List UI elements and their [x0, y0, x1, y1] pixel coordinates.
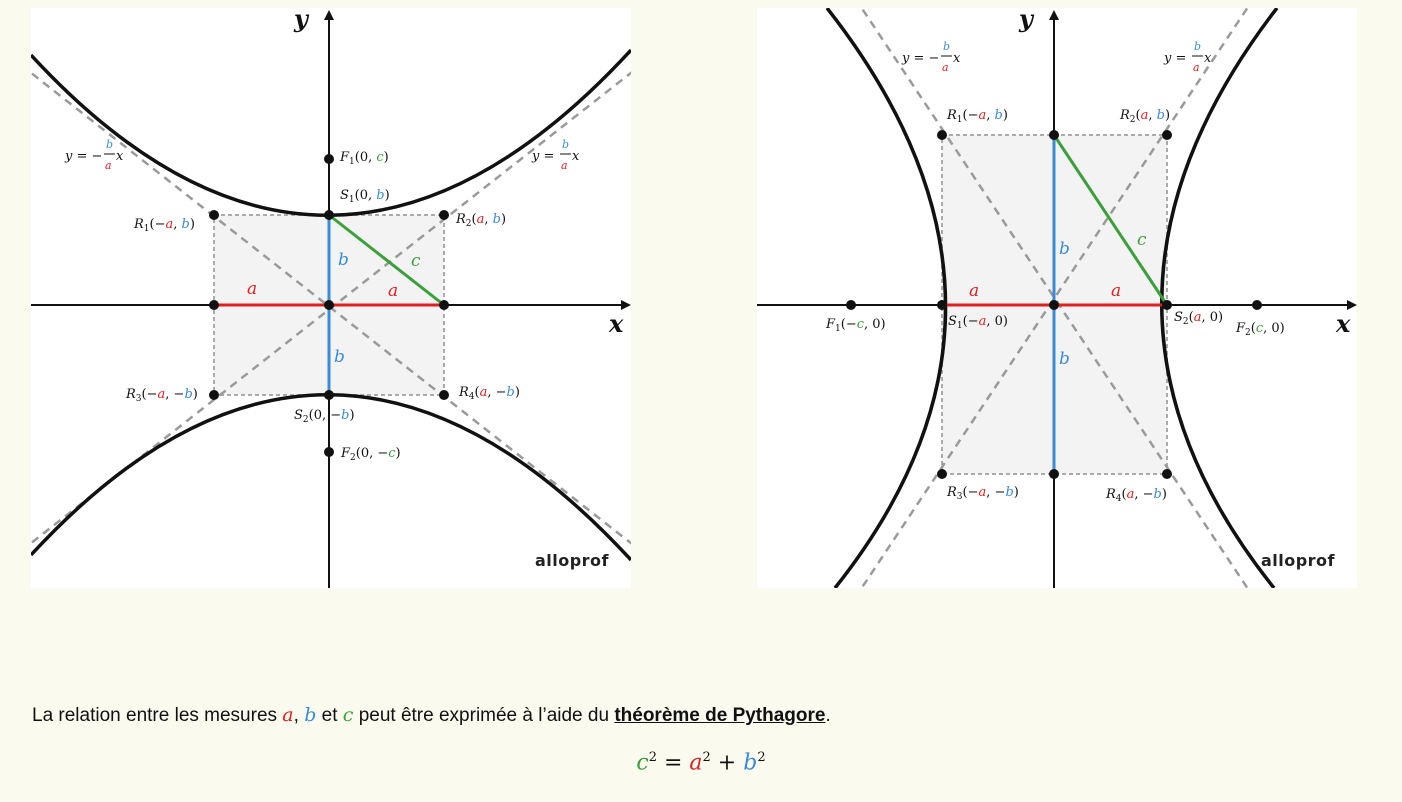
- label-R2: $R_2(a$, b): [456, 212, 507, 229]
- label-a-left: a: [247, 279, 258, 299]
- svg-text:x: x: [116, 149, 124, 164]
- point-S2: [1162, 300, 1172, 310]
- formula-exp-c: 2: [648, 750, 657, 765]
- label-R3: $R_3(-a$, −b): [126, 387, 198, 404]
- label-R4: $R_4(a$, −b): [459, 385, 520, 402]
- point-S2: [324, 390, 334, 400]
- var-b: b: [304, 704, 317, 726]
- svg-text:y =: y =: [1164, 51, 1187, 66]
- svg-text:x: x: [953, 51, 961, 66]
- point-R3: [209, 390, 219, 400]
- svg-text:a: a: [942, 61, 949, 74]
- svg-text:x: x: [1204, 51, 1212, 66]
- svg-text:b: b: [106, 138, 114, 151]
- formula-plus: +: [710, 750, 744, 776]
- var-c: c: [342, 704, 354, 726]
- label-F2: $F_2(0$, −c): [341, 446, 401, 463]
- label-b-top: b: [338, 250, 349, 270]
- asymptote-positive-equation: [531, 138, 580, 172]
- point-R2: [1162, 130, 1172, 140]
- para-text-before: La relation entre les mesures: [32, 705, 283, 726]
- point-origin: [1049, 300, 1059, 310]
- svg-text:a: a: [1193, 61, 1200, 74]
- para-text-middle: peut être exprimée à l’aide du: [353, 705, 615, 726]
- formula-exp-a: 2: [702, 750, 711, 765]
- point-R1: [209, 210, 219, 220]
- svg-text:y =: y =: [532, 149, 555, 164]
- hyperbola-upper-branch: [31, 50, 631, 215]
- para-text-after: .: [825, 705, 831, 726]
- svg-text:b: b: [562, 138, 570, 151]
- alloprof-logo: alloprof: [1260, 551, 1335, 570]
- svg-text:b: b: [943, 40, 951, 53]
- point-F1: [846, 300, 856, 310]
- label-R1: $R_1(-a$, b): [947, 108, 1008, 125]
- point-vertex-right: [439, 300, 449, 310]
- x-axis-label: x: [609, 309, 624, 338]
- asymptote-negative-equation: [64, 138, 124, 172]
- label-c: c: [411, 251, 421, 271]
- label-F1: $F_1(-c$, 0): [826, 317, 886, 334]
- label-b-top: b: [1059, 239, 1070, 259]
- svg-text:a: a: [105, 159, 112, 172]
- label-S2: $S_2(a$, 0): [1174, 310, 1224, 327]
- svg-text:a: a: [561, 159, 568, 172]
- svg-text:b: b: [1194, 40, 1202, 53]
- hyperbola-horizontal-diagram: [757, 8, 1357, 588]
- label-b-bottom: b: [334, 347, 345, 367]
- hyperbola-horizontal-figure: [757, 8, 1357, 588]
- svg-text:y = −: y = −: [65, 149, 103, 164]
- y-axis-label: y: [294, 8, 308, 33]
- label-R2: $R_2(a$, b): [1120, 108, 1171, 125]
- point-bottom-b: [1049, 469, 1059, 479]
- asymptote-positive-equation: [1163, 40, 1212, 74]
- label-a-right: a: [388, 281, 399, 301]
- point-F2: [324, 447, 334, 457]
- svg-text:y = −: y = −: [902, 51, 940, 66]
- label-F1: $F_1(0$, c): [340, 150, 389, 167]
- y-axis-arrow: [324, 10, 334, 20]
- label-F2: $F_2(c$, 0): [1236, 321, 1285, 338]
- y-axis-arrow: [1049, 10, 1059, 20]
- point-F2: [1252, 300, 1262, 310]
- point-R4: [439, 390, 449, 400]
- x-axis-label: x: [1336, 309, 1351, 338]
- y-axis-label: y: [1019, 8, 1033, 33]
- label-a-right: a: [1111, 281, 1122, 301]
- point-R4: [1162, 469, 1172, 479]
- point-F1: [324, 154, 334, 164]
- point-origin: [324, 300, 334, 310]
- asymptote-negative-equation: [901, 40, 961, 74]
- label-R1: $R_1(-a$, b): [134, 217, 195, 234]
- pythagoras-explanation: [32, 704, 1372, 727]
- label-c: c: [1137, 230, 1147, 250]
- para-sep1: ,: [293, 705, 305, 726]
- point-S1: [937, 300, 947, 310]
- pythagorean-theorem-link[interactable]: théorème de Pythagore: [614, 705, 826, 726]
- label-R3: $R_3(-a$, −b): [947, 485, 1019, 502]
- hyperbola-vertical-diagram: [31, 8, 631, 588]
- label-R4: $R_4(a$, −b): [1106, 487, 1167, 504]
- point-S1: [324, 210, 334, 220]
- alloprof-logo: alloprof: [534, 551, 609, 570]
- point-R2: [439, 210, 449, 220]
- label-S1: $S_1(0$, b): [340, 188, 390, 205]
- hyperbola-vertical-figure: [31, 8, 631, 588]
- formula-b: b: [743, 750, 758, 776]
- label-S2: $S_2(0$, −b): [294, 408, 355, 425]
- para-sep2: et: [316, 705, 343, 726]
- point-top-b: [1049, 130, 1059, 140]
- var-a: a: [282, 704, 294, 726]
- formula-a: a: [689, 750, 703, 776]
- label-a-left: a: [969, 281, 980, 301]
- hyperbola-right-branch: [1162, 8, 1277, 588]
- point-vertex-left: [209, 300, 219, 310]
- point-R1: [937, 130, 947, 140]
- point-R3: [937, 469, 947, 479]
- svg-text:x: x: [572, 149, 580, 164]
- hyperbola-left-branch: [827, 8, 946, 588]
- formula-c: c: [636, 750, 649, 776]
- label-b-bottom: b: [1059, 349, 1070, 369]
- label-S1: $S_1(-a$, 0): [948, 314, 1008, 331]
- pythagorean-formula: [0, 750, 1402, 775]
- formula-equals: =: [656, 750, 690, 776]
- formula-exp-b: 2: [757, 750, 766, 765]
